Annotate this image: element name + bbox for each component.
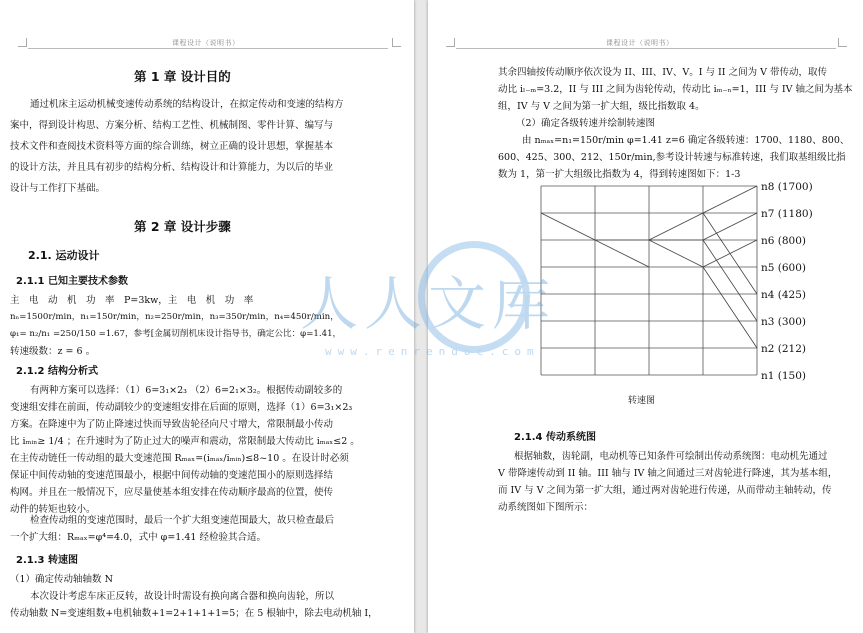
- paragraph-line: 数为 1，第一扩大组级比指数为 4，得到转速图如下：1-3: [498, 169, 741, 180]
- paragraph-line: 案中，得到设计构思、方案分析、结构工艺性、机械制图、零件计算、编写与: [10, 120, 334, 131]
- paragraph-line: 保证中间传动轴的变速范围最小，根据中间传动轴的变速范围小的原则选择结: [10, 470, 334, 481]
- paragraph-line: 传动轴数 N=变速组数+电机轴数+1=2+1+1+1=5；在 5 根轴中，除去电动机轴 I，: [10, 608, 378, 619]
- transmission-line-5: [703, 186, 757, 213]
- corner-mark: [838, 38, 847, 47]
- transmission-line-7: [703, 213, 757, 240]
- paragraph-line: 本次设计考虑车床正反转，故设计时需设有换向离合器和换向齿轮，所以: [30, 591, 335, 602]
- paragraph-line: 主 电 动 机 功 率 P=3kw，主 电 机 功 率: [10, 295, 254, 306]
- paragraph-line: 而 IV 与 V 之间为第一扩大组，通过两对齿轮进行传递，从而带动主轴转动，传: [498, 485, 832, 496]
- diagram-caption: 转速图: [628, 396, 656, 406]
- corner-mark: [18, 38, 27, 47]
- paragraph-line: 组，IV 与 V 之间为第一扩大组，级比指数取 4。: [498, 101, 705, 112]
- transmission-line-11: [703, 267, 757, 348]
- speed-label-1: n1 (150): [761, 370, 807, 382]
- paragraph-line: 有两种方案可以选择：（1）6=3₁×2₃ （2）6=2₁×3₂。根据传动副较多的: [30, 385, 343, 396]
- transmission-line-10: [703, 240, 757, 267]
- diagram-grid: [541, 186, 757, 375]
- page-header: 课程设计（说明书）: [606, 39, 674, 47]
- paragraph-line: 其余四轴按传动顺序依次设为 II、III、IV、V。I 与 II 之间为 V 带传动，取传: [498, 67, 827, 78]
- document-page-left: [0, 0, 414, 633]
- speed-label-6: n6 (800): [761, 235, 807, 247]
- paragraph-line: 构网。并且在一般情况下，应尽量使基本组安排在传动顺序最高的位置，使传: [10, 487, 334, 498]
- speed-label-5: n5 (600): [761, 262, 807, 274]
- speed-label-8: n8 (1700): [761, 181, 813, 193]
- speed-label-4: n4 (425): [761, 289, 807, 301]
- speed-diagram: [536, 178, 816, 388]
- watermark-url: www.renrendoc.com: [325, 345, 540, 358]
- page-header: 课程设计（说明书）: [172, 39, 240, 47]
- header-rule: [28, 48, 388, 49]
- section-2-1-title: 2.1. 运动设计: [28, 249, 100, 262]
- paragraph-line: 在主传动链任一传动组的最大变速范围 Rₘₐₓ=(iₘₐₓ/iₘᵢₙ)≤8~10 。在设计时必须: [10, 453, 349, 464]
- paragraph-line: nₙ=1500r/min，n₁=150r/min，n₂=250r/min，n₃=350r/min，n₄=450r/min，: [10, 312, 339, 322]
- corner-mark: [446, 38, 455, 47]
- document-page-right: [428, 0, 863, 633]
- corner-mark: [392, 38, 401, 47]
- paragraph-line: （2）确定各级转速并绘制转速图: [516, 118, 656, 129]
- paragraph-line: 通过机床主运动机械变速传动系统的结构设计，在拟定传动和变速的结构方: [30, 99, 344, 110]
- paragraph-line: 比 iₘᵢₙ≥ 1/4 ；在升速时为了防止过大的噪声和震动，常限制最大传动比 iₘₐₓ≤2 。: [10, 436, 360, 447]
- paragraph-line: 设计与工作打下基础。: [10, 183, 106, 194]
- paragraph-line: 技术文件和查阅技术资料等方面的综合训练，树立正确的设计思想，掌握基本: [10, 141, 334, 152]
- diagram-labels: [761, 181, 813, 382]
- paragraph-line: 动比 iₗ₋ₘ=3.2，II 与 III 之间为齿轮传动，传动比 iₘ₋ₙ=1，III 与 IV 轴之间为基本: [498, 84, 853, 95]
- header-rule: [456, 48, 836, 49]
- paragraph-line: 方案。在降速中为了防止降速过快而导致齿轮径向尺寸增大，常限制最小传动: [10, 419, 334, 430]
- paragraph-line: V 带降速传动到 II 轴。III 轴与 IV 轴之间通过三对齿轮进行降速，其为基本组，: [498, 468, 838, 479]
- speed-label-7: n7 (1180): [761, 208, 813, 220]
- transmission-line-12: [595, 240, 649, 267]
- transmission-line-9: [649, 240, 703, 267]
- chapter-2-title: 第 2 章 设计步骤: [134, 219, 231, 234]
- paragraph-line: 变速组安排在前面，传动副较少的变速组安排在后面的原则，选择（1）6=3₁×2₃: [10, 402, 353, 413]
- paragraph-line: 600、425、300、212、150r/min,参考设计转速与标准转速，我们取基组级比指: [498, 152, 846, 163]
- paragraph-line: 由 nₘₐₓ=n₁=150r/min φ=1.41 z=6 确定各级转速：1700、1180、800、: [522, 135, 850, 146]
- speed-label-3: n3 (300): [761, 316, 807, 328]
- watermark-text: 人人文库: [300, 270, 557, 338]
- transmission-line-1: [541, 213, 595, 240]
- section-2-1-1-title: 2.1.1 已知主要技术参数: [16, 276, 128, 287]
- paragraph-line: φ₁= n₂/n₁ =250/150 =1.67，参考[金属切削机床设计指导书，确定公比：φ=1.41，: [10, 329, 342, 339]
- paragraph-line: 检查传动组的变速范围时，最后一个扩大组变速范围最大，故只检查最后: [30, 515, 335, 526]
- paragraph-line: 根据轴数，齿轮副，电动机等已知条件可绘制出传动系统图：电动机先通过: [514, 451, 828, 462]
- paragraph-line: 的设计方法，并且具有初步的结构分析、结构设计和计算能力，为以后的毕业: [10, 162, 334, 173]
- transmission-line-3: [649, 213, 703, 240]
- paragraph-line: 一个扩大组：Rₘₐₓ=φ⁴=4.0，式中 φ=1.41 经检验其合适。: [10, 532, 266, 543]
- transmission-line-8: [703, 240, 757, 321]
- paragraph-line: （1）确定传动轴轴数 N: [10, 574, 113, 585]
- chapter-1-title: 第 1 章 设计目的: [134, 69, 231, 84]
- speed-label-2: n2 (212): [761, 343, 807, 355]
- paragraph-line: 动系统图如下图所示：: [498, 502, 594, 513]
- section-2-1-3-title: 2.1.3 转速图: [16, 555, 78, 566]
- section-2-1-2-title: 2.1.2 结构分析式: [16, 366, 98, 377]
- paragraph-line: 转速级数：z = 6 。: [10, 346, 96, 357]
- section-2-1-4-title: 2.1.4 传动系统图: [514, 432, 596, 443]
- paragraph-line: 动件的转矩也较小。: [10, 504, 96, 515]
